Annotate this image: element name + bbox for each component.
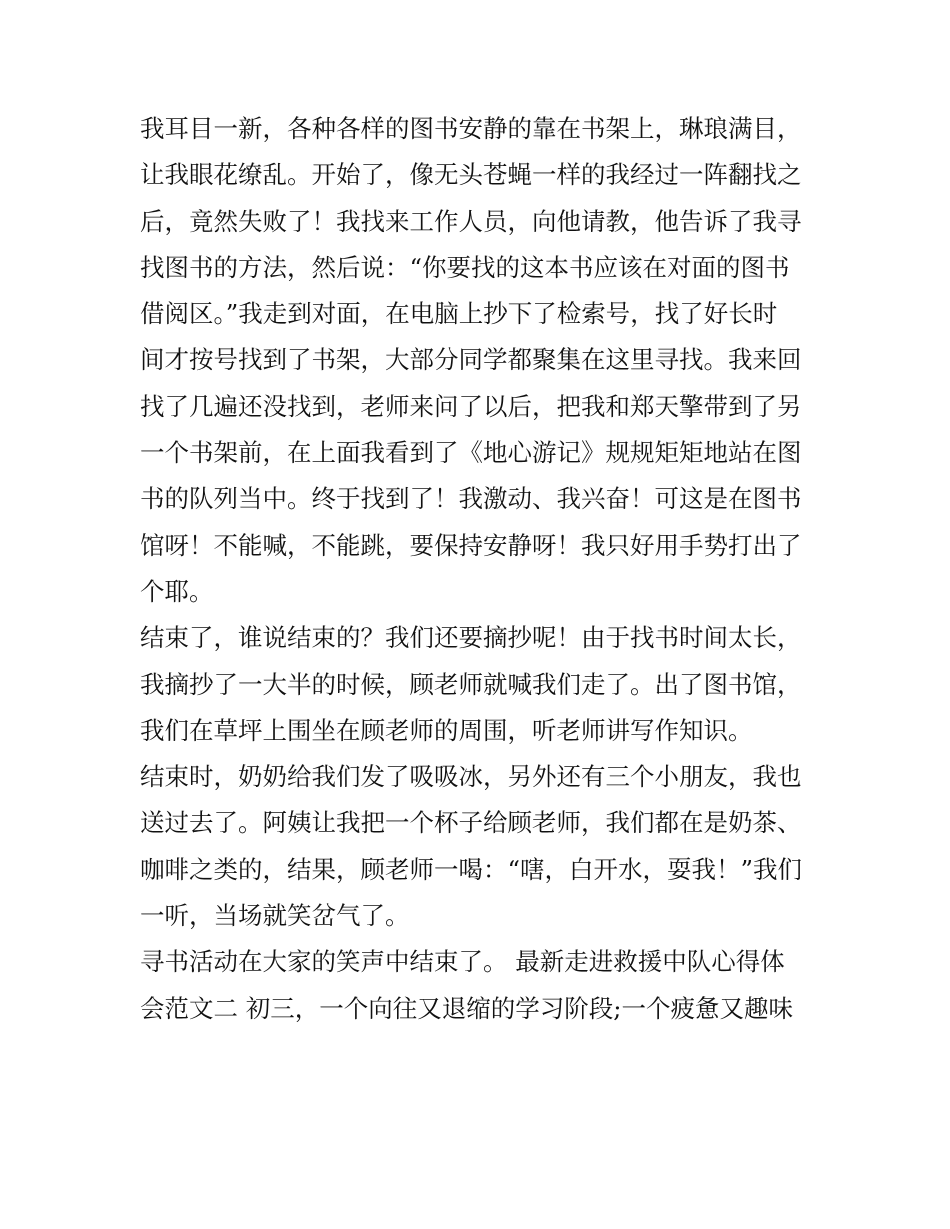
text-line: 个耶。 [140,576,214,606]
text-line: 我们在草坪上围坐在顾老师的周围，听老师讲写作知识。 [140,715,753,745]
text-line: 结束了，谁说结束的？我们还要摘抄呢！由于找书时间太长， [140,623,802,653]
body-text [140,106,820,1032]
text-line: 寻书活动在大家的笑声中结束了。 最新走进救援中队心得体 [140,947,785,977]
text-line: 我耳目一新，各种各样的图书安静的靠在书架上，琳琅满目， [140,114,802,143]
text-line: 间才按号找到了书架，大部分同学都聚集在这里寻找。我来回 [140,345,802,375]
text-line: 送过去了。阿姨让我把一个杯子给顾老师，我们都在是奶茶、 [140,808,802,838]
text-line: 书的队列当中。终于找到了！我激动、我兴奋！可这是在图书 [140,484,802,514]
text-line: 馆呀！不能喊，不能跳，要保持安静呀！我只好用手势打出了 [140,530,802,560]
text-line: 结束时，奶奶给我们发了吸吸冰，另外还有三个小朋友，我也 [140,762,802,792]
text-line: 咖啡之类的，结果，顾老师一喝：“嗐，白开水，耍我！”我们 [140,854,803,884]
text-line: 找图书的方法，然后说：“你要找的这本书应该在对面的图书 [140,252,790,282]
text-line: 后，竟然失败了！我找来工作人员，向他请教，他告诉了我寻 [140,206,802,236]
text-line: 借阅区。”我走到对面，在电脑上抄下了检索号，找了好长时 [140,299,778,329]
text-line: 我摘抄了一大半的时候，顾老师就喊我们走了。出了图书馆， [140,669,802,699]
text-line: 让我眼花缭乱。开始了，像无头苍蝇一样的我经过一阵翻找之 [140,160,802,190]
text-line: 找了几遍还没找到，老师来问了以后，把我和郑天擎带到了另 [140,391,802,421]
text-line: 一听，当场就笑岔气了。 [140,901,410,931]
text-line: 一个书架前，在上面我看到了《地心游记》规规矩矩地站在图 [140,438,802,468]
text-line: 会范文二 初三，一个向往又退缩的学习阶段;一个疲惫又趣味 [140,993,794,1023]
